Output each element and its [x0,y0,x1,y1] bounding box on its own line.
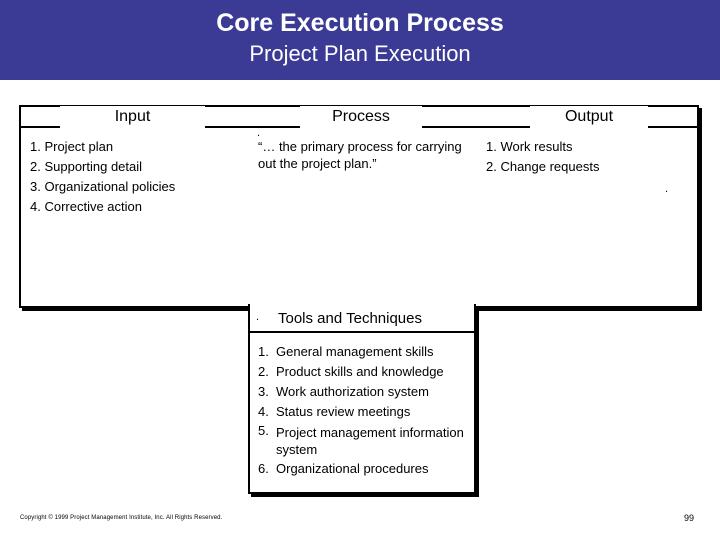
output-item: 1. Work results [486,139,573,154]
slide-subtitle: Project Plan Execution [249,41,471,66]
tools-item [258,362,468,382]
input-column-header: Input [60,106,205,128]
tools-item-number: 4. [258,404,269,419]
tools-item-text: Work authorization system [276,384,429,399]
tools-item [258,459,468,479]
slide-title: Core Execution Process [216,9,504,37]
decorative-dot: . [665,183,669,195]
tools-item-number: 2. [258,364,269,379]
tools-item-text: General management skills [276,344,434,359]
process-description: “… the primary process for carrying out the project plan.” [258,139,462,171]
tools-item-text: Organizational procedures [276,461,429,476]
tools-item-number: 5. [258,423,269,438]
decorative-dot: . [257,127,261,139]
tools-divider [248,331,474,333]
output-list [486,137,599,177]
copyright-notice: Copyright © 1999 Project Management Institute, Inc. All Rights Reserved. [20,515,223,521]
output-column-header: Output [530,106,648,128]
tools-list [258,342,468,479]
tools-item [258,402,468,422]
output-item: 2. Change requests [486,159,600,174]
tools-item [258,422,468,459]
tools-item-number: 3. [258,384,269,399]
tools-item-text: Project management information system [276,425,464,457]
tools-item [258,382,468,402]
input-item: 4. Corrective action [30,199,142,214]
title-banner [0,0,720,80]
tools-item-text: Status review meetings [276,404,411,419]
tools-item-text: Product skills and knowledge [276,364,444,379]
tools-title: Tools and Techniques [278,310,422,327]
decorative-dot: . [256,311,260,323]
input-item: 2. Supporting detail [30,159,143,174]
tools-item-number: 6. [258,461,269,476]
input-item: 3. Organizational policies [30,179,176,194]
tools-item-number: 1. [258,344,269,359]
process-column-header: Process [300,106,422,128]
input-list [30,137,175,217]
page-number: 99 [684,513,695,523]
tools-item [258,342,468,362]
input-item: 1. Project plan [30,139,114,154]
